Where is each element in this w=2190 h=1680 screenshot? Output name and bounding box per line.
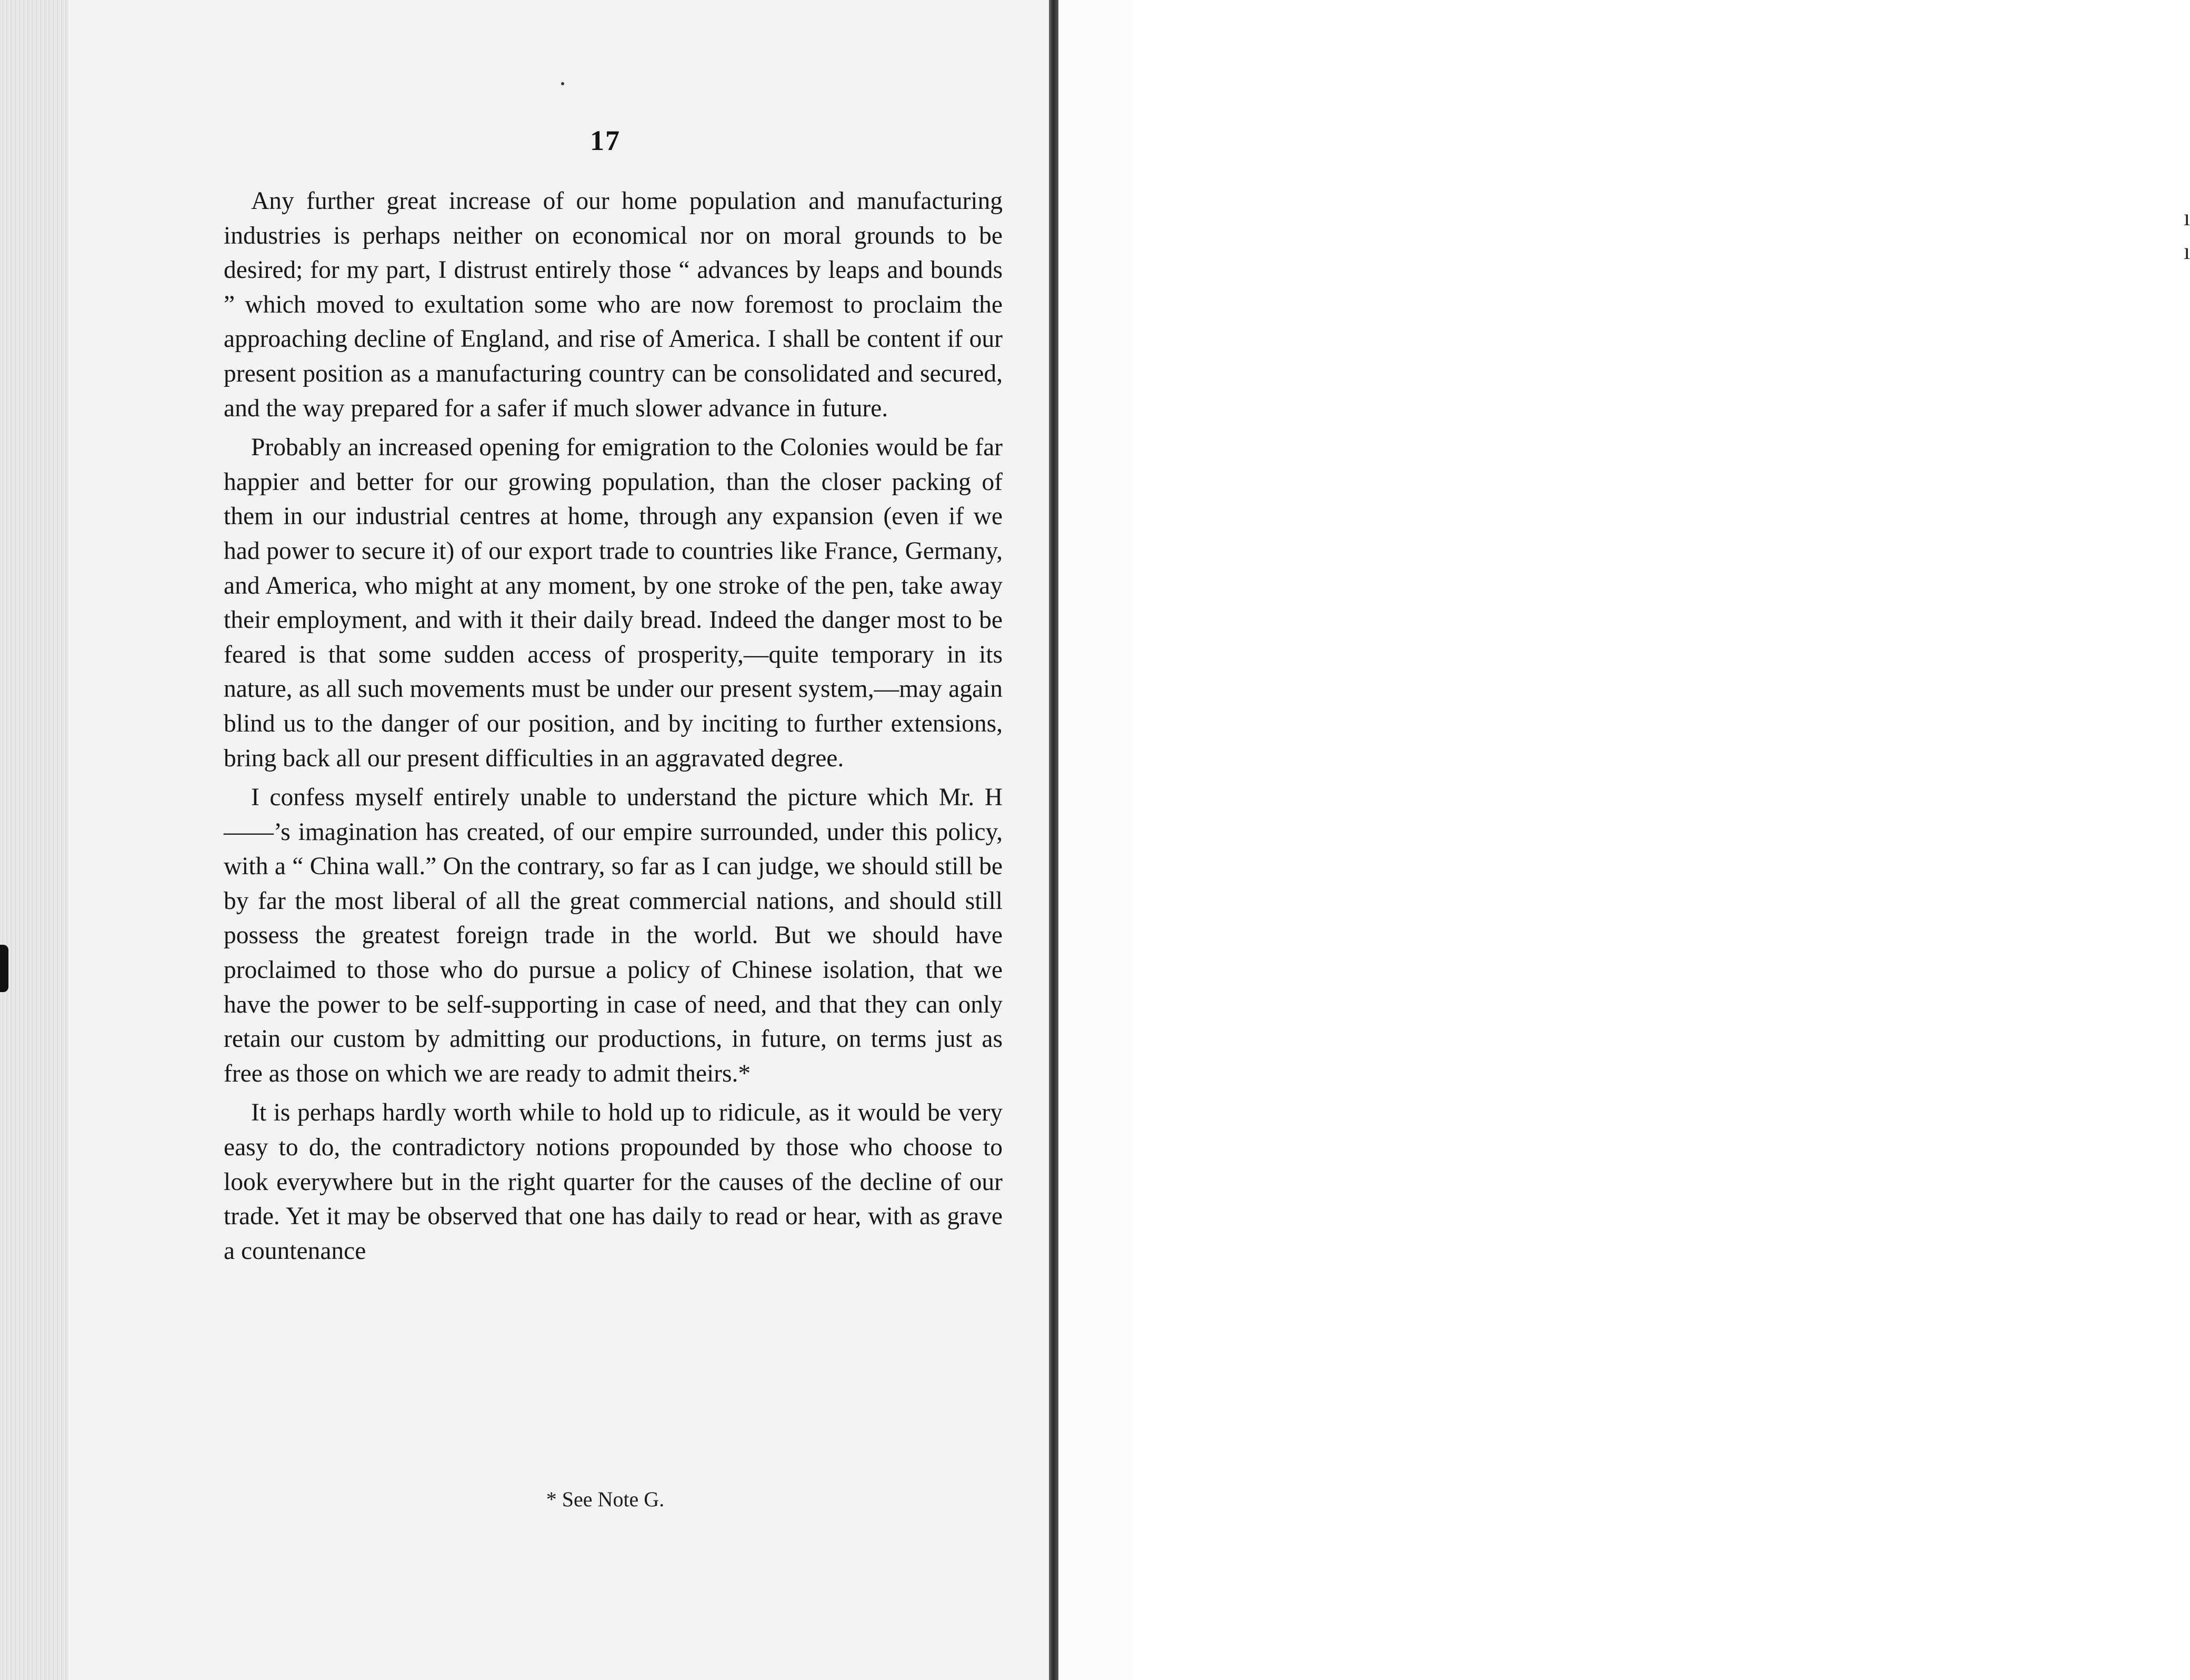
paragraph: Probably an increased opening for emigration to the Colonies would be far happier and better for our growing population, than the closer packing of them in our industrial centres at home, through any expansion (even if we had power to secure it) of our export trade to countries like France, Germany, and America, who might at any moment, by one stroke of the pen, take away their employment, and with it their daily bread. Indeed the danger most to be feared is that some sudden access of prosperity,—quite temporary in its nature, as all such movements must be under our present system,—may again blind us to the danger of our position, and by inciting to further extensions, bring back all our present difficulties in an aggravated degree.	[224, 434, 1003, 772]
page-stack-edge	[0, 0, 68, 1680]
paragraph: It is perhaps hardly worth while to hold up to ridicule, as it would be very easy to do, the contradictory notions propounded by those who choose to look everywhere but in the right quarter for the causes of the decline of our trade. Yet it may be observed that one has daily to read or hear, with as grave a countenance	[224, 1099, 1003, 1265]
paragraph: I confess myself entirely unable to understand the picture which Mr. H——’s imagination has created, of our empire surrounded, under this policy, with a “ China wall.” On the contrary, so far as I can judge, we should still be by far the most liberal of all the great commercial nations, and should still possess the greatest foreign trade in the world. But we should have proclaimed to those who do pursue a policy of Chinese isolation, that we have the power to be self-supporting in case of need, and that they can only retain our custom by admitting our productions, in future, on terms just as free as those on which we are ready to admit theirs.*	[224, 784, 1003, 1087]
binding-clip	[0, 945, 8, 992]
paragraph: Any further great increase of our home population and manufacturing industries is perhaps neither on economical nor on moral grounds to be desired; for my part, I distrust entirely those “ advances by leaps and bounds ” which moved to exultation some who are now foremost to proclaim the approaching decline of England, and rise of America. I shall be content if our present position as a manufacturing country can be consolidated and secured, and the way prepared for a safer if much slower advance in future.	[224, 187, 1003, 422]
body-text	[224, 184, 1003, 1268]
book-spine-shadow	[1049, 0, 1058, 1680]
facing-page-mark: ı	[2184, 238, 2190, 264]
footnote: * See Note G.	[546, 1487, 665, 1511]
facing-page-mark: ı	[2184, 205, 2190, 231]
facing-page-edge	[1058, 0, 2190, 1680]
scan-speck	[561, 82, 564, 85]
page-number: 17	[590, 125, 621, 156]
